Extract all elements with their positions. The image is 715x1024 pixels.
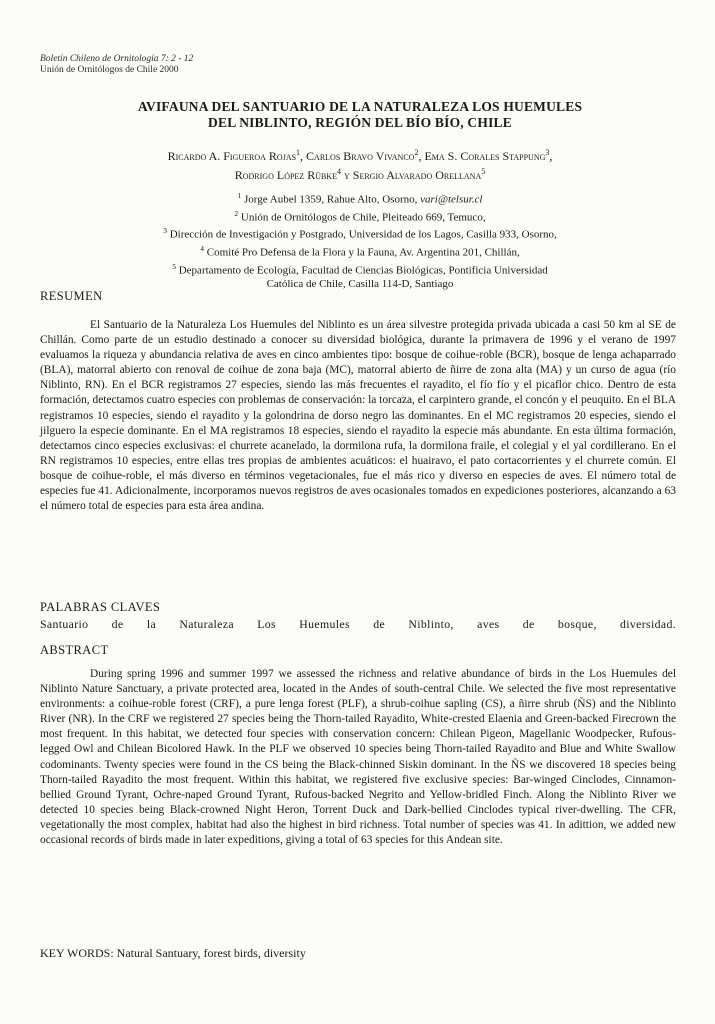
resumen-body	[40, 318, 676, 514]
key-words: KEY WORDS: Natural Santuary, forest birds, diversity	[40, 946, 306, 960]
affiliation-4: $^4$ Comité Pro Defensa de la Flora y la Fauna, Av. Argentina 201, Chillán,	[200, 243, 520, 259]
author-line-1: Ricardo A. Figueroa Rojas$^1$, Carlos Bravo Vivanco$^2$, Ema S. Corales Stappung$^3$,	[167, 148, 553, 163]
author-2: Carlos Bravo Vivanco	[306, 149, 415, 163]
author-4: Rodrigo López Rübke	[234, 168, 337, 182]
affiliation-5-cont: Católica de Chile, Casilla 114-D, Santiago	[266, 278, 454, 291]
abstract-body	[40, 667, 676, 848]
affiliation-3: $^3$ Dirección de Investigación y Postgrado, Universidad de los Lagos, Casilla 933, Osorno,	[163, 226, 557, 241]
affiliation-5: $^5$ Departamento de Ecología, Facultad de Ciencias Biológicas, Pontificia Universidad	[172, 261, 548, 277]
abstract-heading: ABSTRACT	[40, 643, 109, 657]
affiliation-2: $^2$ Unión de Ornitólogos de Chile, Pleiteado 669, Temuco,	[234, 208, 486, 224]
author-3: Ema S. Corales Stappung	[424, 149, 546, 163]
article-title	[60, 99, 660, 131]
author-list	[40, 145, 680, 183]
resumen-text: El Santuario de la Naturaleza Los Huemules del Niblinto es un área silvestre protegida privada ubicada a casi 50 km al SE de Chillán. Como parte de un estudio destinado a conocer su diversidad biológica, durante la primavera de 1996 y el verano de 1997 evaluamos la riqueza y abundancia relativa de aves en cinco ambientes tipo: bosque de coihue-roble (BCR), bosque de lenga achaparrado (BLA), matorral abierto con renoval de coihue de zona baja (MC), matorral abierto de ñirre de zona alta (MA) y un curso de agua (río Niblinto, RN). En el BCR registramos 27 especies, siendo las más frecuentes el rayadito, el fío fío y el picaflor chico. Dentro de esta formación, detectamos cuatro especies con problemas de conservación: la torcaza, el carpintero grande, el concón y el peuquito. En el BLA registramos 10 especies, siendo el rayadito y la golondrina de dorso negro las dominantes. En el MC registramos 20 especies, siendo el jilguero la especie dominante. En el MA registramos 18 especies, siendo el rayadito la especie más abundante. En esta última formación, detectamos cinco especies exclusivas: el churrete acanelado, la dormilona rufa, la dormilona fraile, el colegial y el yal cordillerano. En el RN registramos 10 especies, entre ellas tres propias de ambientes acuáticos: el huairavo, el pato cortacorrientes y el churrete común. El bosque de coihue-roble, el más diverso en términos vegetacionales, fue el más rico y diverso en especies de aves. El número total de especies fue 41. Adicionalmente, incorporamos nuevos registros de aves ocasionales tomados en expediciones posteriores, alcanzando a 63 el número total de especies para esta área andina.	[40, 319, 676, 513]
affiliations	[70, 189, 650, 291]
author-line-2: Rodrigo López Rübke$^4$ y Sergio Alvarado Orellana$^5$	[234, 167, 486, 182]
title-line-1: AVIFAUNA DEL SANTUARIO DE LA NATURALEZA LOS HUEMULES	[137, 99, 583, 114]
author-5: Sergio Alvarado Orellana	[352, 168, 482, 182]
author-1: Ricardo A. Figueroa Rojas	[167, 149, 297, 163]
resumen-heading: RESUMEN	[40, 289, 103, 303]
journal-publisher: Unión de Ornitólogos de Chile 2000	[40, 65, 179, 75]
title-line-2: DEL NIBLINTO, REGIÓN DEL BÍO BÍO, CHILE	[208, 115, 512, 130]
author-email: vari@telsur.cl	[420, 193, 483, 206]
journal-header	[40, 54, 193, 76]
palabras-claves-text: Santuario de la Naturaleza Los Huemules de Niblinto, aves de bosque, diversidad.	[40, 617, 676, 631]
abstract-text: During spring 1996 and summer 1997 we assessed the richness and relative abundance of birds in the Los Huemules del Niblinto Nature Sanctuary, a private protected area, located in the Andes of south-central Chile. We selected the five most representative environments: a coihue-roble forest (CRF), a pure lenga forest (PLF), a shrub-coihue sapling (CS), a ñirre shrub (ÑS) and the Niblinto River (NR). In the CRF we registered 27 species being the Thorn-tailed Rayadito, White-crested Elaenia and Green-backed Firecrown the most frequent. In this habitat, we detected four species with conservation concern: Chilean Pigeon, Magellanic Woodpecker, Rufous-legged Owl and Chilean Bicolored Hawk. In the PLF we observed 10 species being Thorn-tailed Rayadito and Blue and White Swallow codominants. Twenty species were found in the CS being the Black-chinned Siskin dominant. In the ÑS we discovered 18 species being Thorn-tailed Rayadito the most frequent. Within this habitat, we registered five exclusive species: Bar-winged Cinclodes, Cinnamon-bellied Ground Tyrant, Ochre-naped Ground Tyrant, Rufous-backed Negrito and Yellow-bridled Finch. Along the Niblinto River we detected 10 species being Black-crowned Night Heron, Torrent Duck and Dark-bellied Cinclodes typical river-dwelling. The CFR, vegetationally the most complex, habitat had also the highest in bird richness. Total number of species was 41. In adittion, we added new occasional records of birds made in later expeditions, giving a total of 63 species for this Andean site.	[40, 668, 676, 847]
affiliation-1: $^1$ Jorge Aubel 1359, Rahue Alto, Osorno, vari@telsur.cl	[237, 191, 483, 206]
journal-citation: Boletín Chileno de Ornitología 7: 2 - 12	[40, 54, 194, 64]
palabras-claves-heading: PALABRAS CLAVES	[40, 600, 161, 614]
